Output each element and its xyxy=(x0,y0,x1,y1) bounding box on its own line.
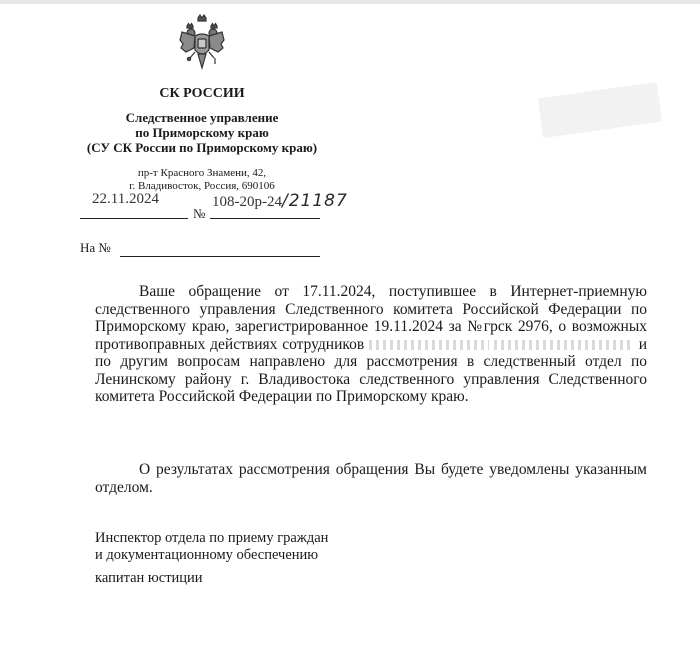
address-line: пр-т Красного Знамени, 42, xyxy=(137,167,267,179)
department-block xyxy=(37,110,367,155)
redacted-text xyxy=(494,340,634,350)
signatory-rank: капитан юстиции xyxy=(95,570,203,586)
document-date: 22.11.2024 xyxy=(92,191,159,207)
organization-name: СК РОССИИ xyxy=(159,86,245,101)
registration-number xyxy=(212,191,348,211)
number-sign: № xyxy=(193,206,206,221)
address-block xyxy=(37,167,367,193)
department-abbreviation: (СУ СК России по Приморскому краю) xyxy=(86,140,318,155)
body-text-part: и по другим вопросам направлено для рассмотрения в следственный отдел по Ленинскому району г. Владивостока следственного управления Следственного комитета Российской Федерации по Приморскому краю. xyxy=(95,335,648,405)
position-line: Инспектор отдела по приему граждан xyxy=(95,530,329,546)
reply-to-label: На № xyxy=(80,240,111,255)
scan-top-band xyxy=(0,0,700,4)
registration-number-typed: 108-20р-24 xyxy=(212,194,282,210)
body-paragraph: О результатах рассмотрения обращения Вы будете уведомлены указанным отделом. xyxy=(95,461,647,496)
number-underline xyxy=(210,218,320,219)
address-line: г. Владивосток, Россия, 690106 xyxy=(129,180,275,192)
faint-scan-mark xyxy=(538,82,662,138)
registration-number-handwritten: /21187 xyxy=(282,191,348,211)
body-text-part: Ваше обращение от 17.11.2024, поступившее в Интернет-приемную следственного управления Следственного комитета Российской Федерации по Приморскому краю, зарегистрированное 19.11.2024 за №грск 2976, о возможных противоправных действиях сотрудников xyxy=(95,283,647,353)
position-line: и документационному обеспечению xyxy=(95,547,319,563)
redacted-text xyxy=(369,340,489,350)
date-underline xyxy=(80,218,188,219)
signatory-position xyxy=(95,530,328,564)
department-line: Следственное управление xyxy=(125,110,279,125)
body-paragraph xyxy=(95,283,647,406)
department-line: по Приморскому краю xyxy=(135,125,269,140)
reply-to-underline xyxy=(120,256,320,257)
double-headed-eagle-emblem-icon xyxy=(178,14,226,72)
